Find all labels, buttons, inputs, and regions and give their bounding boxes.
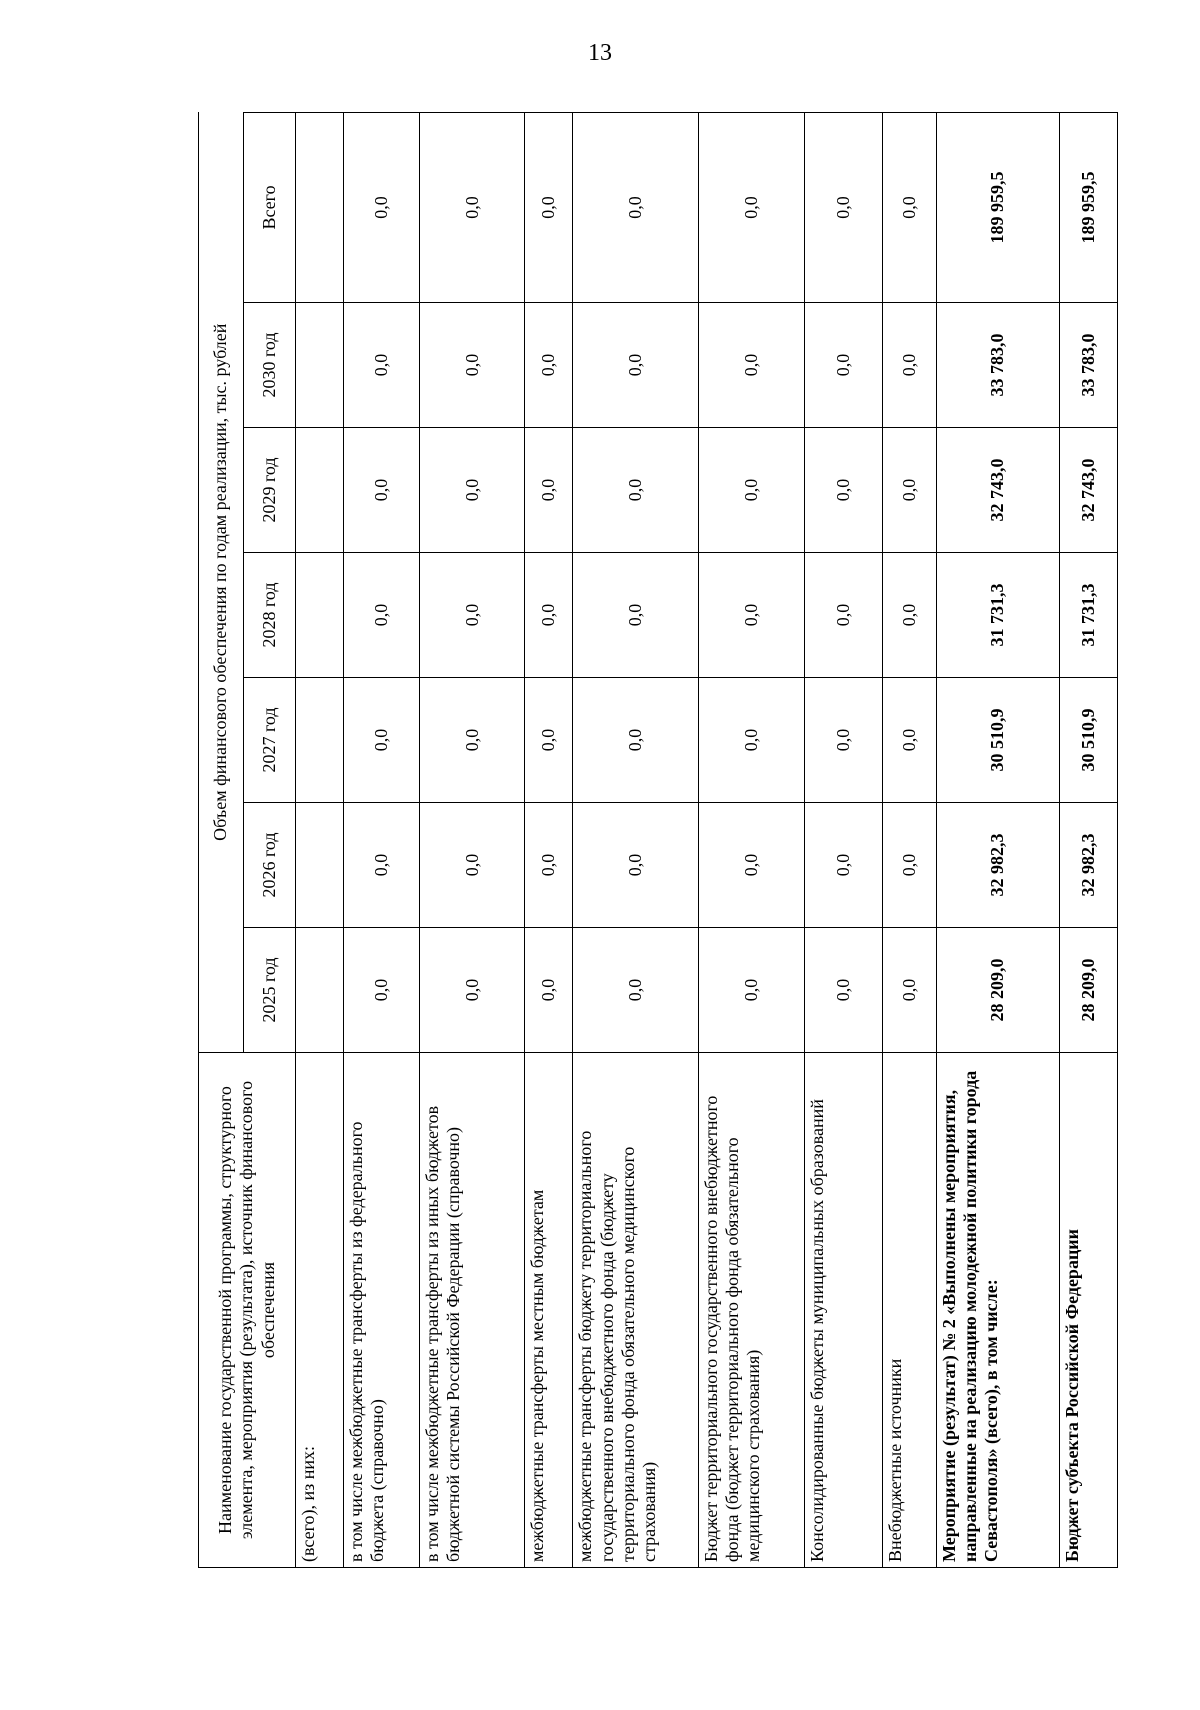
row-year-value: 31 731,3 — [1059, 553, 1117, 678]
row-label: (всего), из них: — [296, 1053, 344, 1568]
row-total-value: 0,0 — [344, 112, 420, 302]
row-year-value: 0,0 — [420, 553, 525, 678]
row-year-value: 0,0 — [804, 928, 882, 1053]
table-row — [420, 112, 525, 1567]
row-year-value: 0,0 — [420, 803, 525, 928]
row-year-value: 33 783,0 — [1059, 303, 1117, 428]
header-year: 2025 год — [244, 928, 296, 1053]
row-label: Консолидированные бюджеты муниципальных образований — [804, 1053, 882, 1568]
row-year-value: 31 731,3 — [936, 553, 1059, 678]
row-year-value: 0,0 — [344, 428, 420, 553]
row-year-value: 0,0 — [420, 678, 525, 803]
row-year-value: 0,0 — [698, 928, 804, 1053]
table-row — [344, 112, 420, 1567]
row-year-value: 0,0 — [883, 303, 937, 428]
table-body — [296, 112, 1118, 1567]
row-year-value: 33 783,0 — [936, 303, 1059, 428]
header-group: Объем финансового обеспечения по годам реализации, тыс. рублей — [199, 112, 244, 1052]
row-year-value: 0,0 — [420, 428, 525, 553]
row-label: Мероприятие (результат) № 2 «Выполнены мероприятия, направленные на реализацию молодежной политики города Севастополя» (всего), в том числе: — [936, 1053, 1059, 1568]
rotated-table-container — [198, 113, 1118, 1568]
row-year-value: 0,0 — [804, 303, 882, 428]
row-total-value: 0,0 — [573, 112, 698, 302]
page-number: 13 — [588, 40, 612, 66]
header-year: 2027 год — [244, 678, 296, 803]
row-year-value: 0,0 — [573, 303, 698, 428]
table-row — [698, 112, 804, 1567]
row-year-value: 0,0 — [804, 803, 882, 928]
header-year: 2030 год — [244, 303, 296, 428]
row-year-value — [296, 928, 344, 1053]
row-total-value: 0,0 — [698, 112, 804, 302]
row-year-value: 0,0 — [698, 553, 804, 678]
row-label: Бюджет территориального государственного внебюджетного фонда (бюджет территориального фонда обязательного медицинского страхования) — [698, 1053, 804, 1568]
row-year-value — [296, 553, 344, 678]
row-year-value: 0,0 — [344, 678, 420, 803]
row-year-value: 0,0 — [344, 928, 420, 1053]
header-name-column: Наименование государственной программы, структурного элемента, мероприятия (результата), источник финансового обеспечения — [199, 1053, 296, 1568]
header-year: 2026 год — [244, 803, 296, 928]
table-row — [296, 112, 344, 1567]
row-year-value: 0,0 — [698, 678, 804, 803]
row-total-value: 0,0 — [525, 112, 573, 302]
row-year-value: 0,0 — [420, 928, 525, 1053]
row-year-value: 0,0 — [573, 678, 698, 803]
row-year-value — [296, 803, 344, 928]
row-year-value: 0,0 — [573, 803, 698, 928]
row-year-value: 0,0 — [698, 428, 804, 553]
row-total-value: 0,0 — [804, 112, 882, 302]
row-year-value — [296, 678, 344, 803]
header-year: 2028 год — [244, 553, 296, 678]
financing-table — [198, 112, 1118, 1568]
table-row — [804, 112, 882, 1567]
row-year-value: 32 982,3 — [1059, 803, 1117, 928]
row-year-value: 0,0 — [883, 803, 937, 928]
row-label: в том числе межбюджетные трансферты из иных бюджетов бюджетной системы Российской Федерации (справочно) — [420, 1053, 525, 1568]
row-year-value — [296, 303, 344, 428]
row-label: Внебюджетные источники — [883, 1053, 937, 1568]
table-row — [936, 112, 1059, 1567]
row-year-value: 28 209,0 — [1059, 928, 1117, 1053]
row-year-value: 0,0 — [525, 553, 573, 678]
row-label: межбюджетные трансферты бюджету территориального государственного внебюджетного фонда (бюджету территориального фонда обязательного медицинского страхования) — [573, 1053, 698, 1568]
row-year-value: 30 510,9 — [936, 678, 1059, 803]
row-year-value: 0,0 — [573, 928, 698, 1053]
row-year-value: 0,0 — [883, 928, 937, 1053]
row-year-value: 0,0 — [698, 303, 804, 428]
row-total-value: 0,0 — [883, 112, 937, 302]
row-year-value: 0,0 — [525, 803, 573, 928]
row-year-value: 0,0 — [804, 678, 882, 803]
row-year-value: 0,0 — [420, 303, 525, 428]
row-year-value: 0,0 — [573, 553, 698, 678]
row-year-value: 30 510,9 — [1059, 678, 1117, 803]
table-row — [525, 112, 573, 1567]
row-year-value: 0,0 — [525, 928, 573, 1053]
row-year-value: 0,0 — [344, 303, 420, 428]
row-year-value: 0,0 — [883, 428, 937, 553]
row-label: межбюджетные трансферты местным бюджетам — [525, 1053, 573, 1568]
row-year-value: 0,0 — [525, 303, 573, 428]
row-total-value: 189 959,5 — [936, 112, 1059, 302]
row-total-value — [296, 112, 344, 302]
table-row — [573, 112, 698, 1567]
rotated-table-wrapper — [198, 113, 1118, 1568]
table-row — [1059, 112, 1117, 1567]
row-total-value: 0,0 — [420, 112, 525, 302]
row-label: Бюджет субъекта Российской Федерации — [1059, 1053, 1117, 1568]
row-year-value: 32 982,3 — [936, 803, 1059, 928]
row-year-value: 0,0 — [525, 678, 573, 803]
table-row — [883, 112, 937, 1567]
row-year-value: 0,0 — [698, 803, 804, 928]
header-total: Всего — [244, 112, 296, 302]
row-year-value: 0,0 — [883, 553, 937, 678]
row-year-value: 28 209,0 — [936, 928, 1059, 1053]
row-label: в том числе межбюджетные трансферты из федерального бюджета (справочно) — [344, 1053, 420, 1568]
row-year-value: 0,0 — [804, 553, 882, 678]
row-year-value: 0,0 — [804, 428, 882, 553]
row-year-value: 32 743,0 — [1059, 428, 1117, 553]
row-year-value: 0,0 — [344, 553, 420, 678]
row-year-value: 32 743,0 — [936, 428, 1059, 553]
row-year-value: 0,0 — [573, 428, 698, 553]
row-year-value — [296, 428, 344, 553]
row-year-value: 0,0 — [525, 428, 573, 553]
row-year-value: 0,0 — [344, 803, 420, 928]
header-year: 2029 год — [244, 428, 296, 553]
row-total-value: 189 959,5 — [1059, 112, 1117, 302]
row-year-value: 0,0 — [883, 678, 937, 803]
